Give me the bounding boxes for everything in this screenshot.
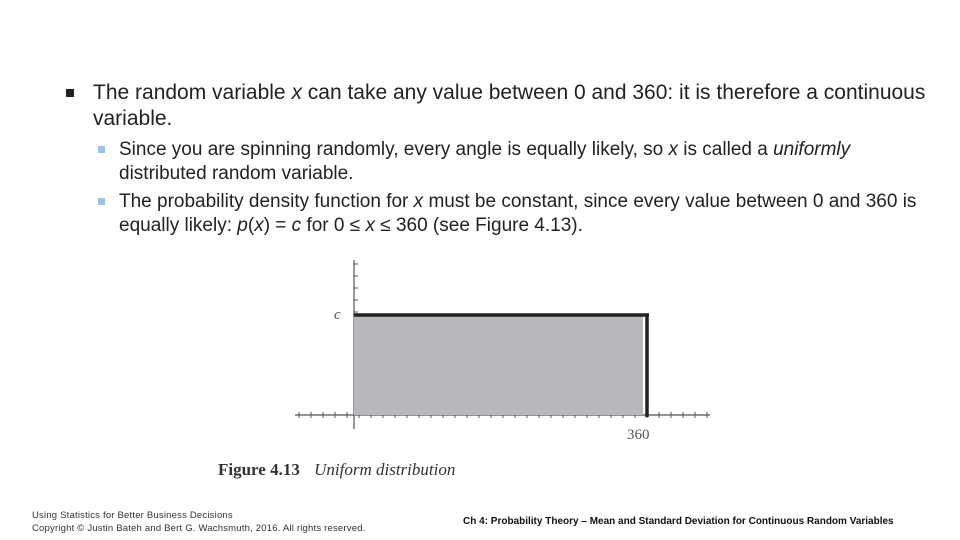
- figure-uniform-distribution: [210, 255, 730, 485]
- sub-bullet-density-function: The probability density function for x must be constant, since every value between 0 and 360 is equally likely: p(x) = c for 0 ≤ x ≤ 360 (see Figure 4.13).: [66, 190, 926, 238]
- bullet-list: [66, 80, 926, 242]
- uniform-distribution-chart: [210, 255, 730, 455]
- figure-number: Figure 4.13: [218, 460, 300, 479]
- figure-title: Uniform distribution: [314, 460, 456, 479]
- sub-bullet-uniformly-distributed: Since you are spinning randomly, every angle is equally likely, so x is called a uniformly distributed random variable.: [66, 138, 926, 186]
- footer-book-info: [32, 509, 366, 535]
- figure-caption: [218, 460, 455, 480]
- footer-book-title: Using Statistics for Better Business Decisions: [32, 510, 233, 521]
- y-label-c: c: [334, 307, 341, 323]
- x-tick-label-360: 360: [627, 427, 650, 443]
- footer-chapter: Ch 4: Probability Theory – Mean and Standard Deviation for Continuous Random Variables: [463, 516, 894, 527]
- sub-bullet-marker: [98, 198, 105, 205]
- footer-copyright: Copyright © Justin Bateh and Bert G. Wachsmuth, 2016. All rights reserved.: [32, 523, 366, 534]
- bullet-continuous-variable: The random variable x can take any value between 0 and 360: it is therefore a continuous variable.: [66, 80, 926, 132]
- uniform-density-area: [354, 315, 643, 415]
- bullet-marker: [66, 89, 74, 97]
- sub-bullet-marker: [98, 146, 105, 153]
